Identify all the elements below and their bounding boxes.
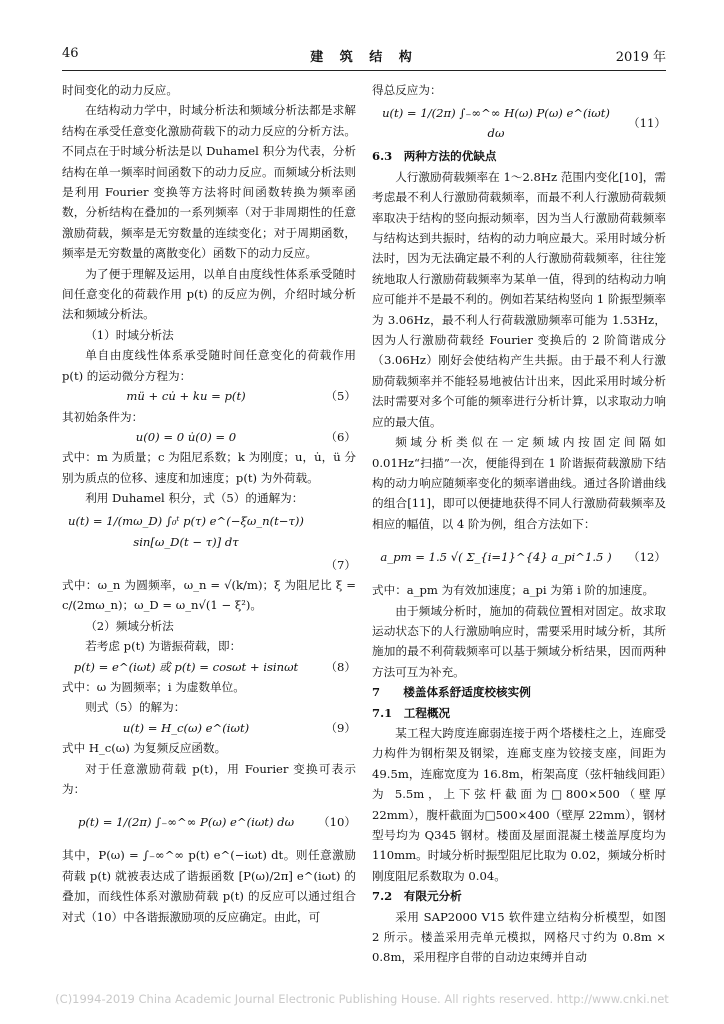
paragraph: 利用 Duhamel 积分，式（5）的通解为： xyxy=(85,491,304,506)
paragraph: 式中 H_c(ω) 为复频反应函数。 xyxy=(62,741,227,756)
equation-number: （10） xyxy=(318,815,356,830)
equation xyxy=(372,100,666,146)
equation-number: （8） xyxy=(325,659,356,674)
paragraph: 得总反应为： xyxy=(372,83,442,97)
paragraph: 式中：m 为质量；c 为阻尼系数；k 为刚度；u，u̇，ü 分别为质点的位移、速度和加速度；p(t) 为外荷载。 xyxy=(62,450,356,485)
paragraph: 对于任意激励荷载 p(t)，用 Fourier 变换可表示为： xyxy=(62,761,356,796)
equation-number: （5） xyxy=(325,389,356,404)
equation-body: u(0) = 0 u̇(0) = 0 xyxy=(135,429,237,444)
publication-year: 2019 年 xyxy=(615,50,666,65)
equation xyxy=(62,386,356,406)
paragraph: 由于频域分析时，施加的荷载位置相对固定。故求取运动状态下的人行激励响应时，需要采用时域分析，其所施加的最不利荷载频率可以基于频域分析结果，因而两种方法可互为补充。 xyxy=(372,603,666,679)
equation-number: （7） xyxy=(325,557,356,572)
equation xyxy=(62,509,356,555)
paragraph: 其中，P(ω) = ∫₋∞^∞ p(t) e^(−iωt) dt。则任意激励荷载 p(t) 就被表达成了谐振函数 [P(ω)/2π] e^(iωt) 的叠加，而线性体系对激励荷载 p(t) 的反应可以通过组合对式（10）中各谐振激励项的反应确定。由此，可 xyxy=(62,848,356,924)
paragraph: 在结构动力学中，时域分析法和频域分析法都是求解结构在承受任意变化激励荷载下的动力反应的分析方法。不同点在于时域分析法是以 Duhamel 积分为代表，分析结构在单一频率时间函数下的动力反应。而频域分析法则是利用 Fourier 变换等方法将时间函数转换为频率函数，分析结构在叠加的一系列频率（对于非周期性的任意激励荷载，频率是无穷数量的连续变化；对于周期函数，频率是无穷数量的离散变化）函数下的动力反应。 xyxy=(62,103,356,261)
paragraph: 人行激励荷载频率在 1～2.8Hz 范围内变化[10]，需考虑最不利人行激励荷载频率，而最不利人行激励荷载频率取决于结构的竖向振动频率，因为当人行激励荷载频率与结构达到共振时，结构的动力响应最大。采用时域分析法时，因为无法确定最不利的人行激励荷载频率，往往笼统地取人行激励荷载频率为某单一值，得到的结构动力响应可能并不是最不利的。例如若某结构竖向 1 阶振型频率为 3.06Hz，最不利人行荷载激励频率可能为 1.53Hz，因为人行激励荷载经 Fourier 变换后的 2 阶简谐成分（3.06Hz）刚好会使结构产生共振。由于最不利人行激励荷载频率并不能轻易地被估计出来，因此采用时域分析法时需要对多个可能的频率进行分析计算，以求取动力响应的最大值。 xyxy=(372,169,666,429)
equation-number: （12） xyxy=(628,549,666,564)
page-number: 46 xyxy=(62,46,79,61)
header-rule xyxy=(62,70,666,71)
paragraph: 其初始条件为： xyxy=(62,409,144,424)
subsection-heading: （2）频域分析法 xyxy=(85,618,174,633)
equation xyxy=(62,799,356,845)
equation xyxy=(62,718,356,738)
equation-body: u(t) = 1/(2π) ∫₋∞^∞ H(ω) P(ω) e^(iωt) dω xyxy=(382,106,610,141)
page-header xyxy=(62,46,666,66)
equation-body: u(t) = H_c(ω) e^(iωt) xyxy=(122,720,250,735)
paragraph: 式中：a_pm 为有效加速度；a_pi 为第 i 阶的加速度。 xyxy=(372,583,655,598)
equation-number: （11） xyxy=(628,116,666,131)
section-heading: 7 楼盖体系舒适度校核实例 xyxy=(372,685,531,700)
paragraph: 频域分析类似在一定频域内按固定间隔如 0.01Hz“扫描”一次，便能得到在 1 阶谐振荷载激励下结构的动力响应随频率变化的频率谱曲线。通过各阶谱曲线的组合[11]，即可以便捷地获得不同人行激励荷载频率及相应的幅值，以 4 阶为例，组合方法如下： xyxy=(372,435,666,531)
paragraph: 采用 SAP2000 V15 软件建立结构分析模型，如图 2 所示。楼盖采用壳单元模拟，网格尺寸约为 0.8m × 0.8m，采用程序自带的自动边束缚并自动 xyxy=(372,909,666,965)
journal-title: 建 筑 结 构 xyxy=(310,50,418,65)
section-heading: 6.3 两种方法的优缺点 xyxy=(372,149,497,164)
paragraph: 式中：ω_n 为圆频率，ω_n = √(k/m)；ξ 为阻尼比 ξ = c/(2mω_n)；ω_D = ω_n√(1 − ξ²)。 xyxy=(62,577,356,613)
equation xyxy=(62,427,356,447)
right-column xyxy=(372,80,666,968)
equation-body: p(t) = 1/(2π) ∫₋∞^∞ P(ω) e^(iωt) dω xyxy=(77,815,295,830)
paragraph: 为了便于理解及运用，以单自由度线性体系承受随时间任意变化的荷载作用 p(t) 的反应为例，介绍时域分析法和频域分析法。 xyxy=(62,266,356,322)
equation-body: a_pm = 1.5 √( Σ_{i=1}^{4} a_pi^1.5 ) xyxy=(380,549,612,564)
paragraph: 单自由度线性体系承受随时间任意变化的荷载作用 p(t) 的运动微分方程为： xyxy=(62,348,356,383)
paragraph: 某工程大跨度连廊弱连接于两个塔楼柱之上，连廊受力构件为钢桁架及钢梁，连廊支座为铰接支座，间距为 49.5m，连廊宽度为 16.8m，桁架高度（弦杆轴线间距）为 5.5m，上下弦杆截面为□800×500（壁厚 22mm），腹杆截面为□500×400（壁厚 22mm），钢材型号均为 Q345 钢材。楼面及屋面混凝土楼盖厚度均为 110mm。时域分析时振型阻尼比取为 0.02，频域分析时刚度阻尼系数取为 0.04。 xyxy=(372,725,666,883)
equation xyxy=(62,657,356,677)
paragraph: 则式（5）的解为： xyxy=(85,700,186,715)
copyright-watermark: (C)1994-2019 China Academic Journal Electronic Publishing House. All rights reserved. http://www.cnki.net xyxy=(55,992,669,1006)
equation xyxy=(62,555,356,575)
left-column xyxy=(62,80,356,927)
section-heading: 7.1 工程概况 xyxy=(372,705,451,720)
equation xyxy=(372,534,666,580)
paragraph: 若考虑 p(t) 为谐振荷载，即： xyxy=(85,639,242,654)
subsection-heading: （1）时域分析法 xyxy=(85,327,174,342)
paragraph: 式中：ω 为圆频率；i 为虚数单位。 xyxy=(62,679,245,694)
equation-number: （9） xyxy=(325,720,356,735)
paragraph: 时间变化的动力反应。 xyxy=(62,83,178,97)
equation-body: p(t) = e^(iωt) 或 p(t) = cosωt + isinωt xyxy=(73,659,299,674)
equation-body: u(t) = 1/(mω_D) ∫₀ᵗ p(τ) e^(−ξω_n(t−τ)) sin[ω_D(t − τ)] dτ xyxy=(68,514,304,549)
equation-number: （6） xyxy=(325,429,356,444)
equation-body: mü + cu̇ + ku = p(t) xyxy=(126,389,246,404)
section-heading: 7.2 有限元分析 xyxy=(372,889,462,904)
